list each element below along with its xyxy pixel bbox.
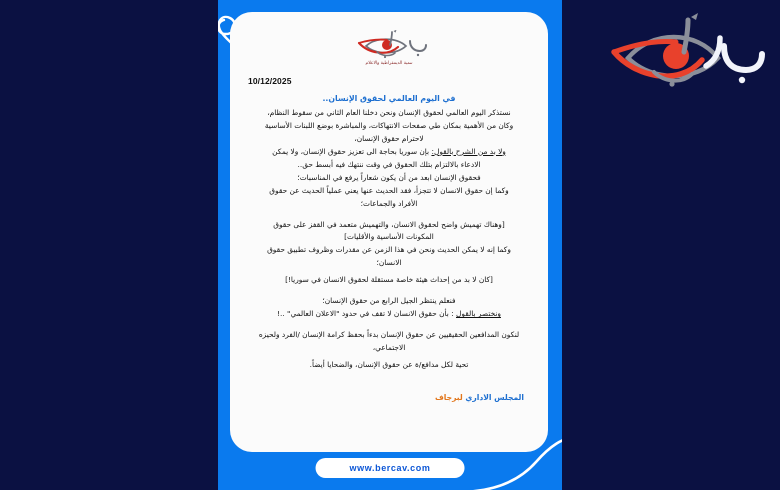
document-signature	[248, 393, 530, 402]
paragraph-line: تحية لكل مدافع/ة عن حقوق الإنسان، والضحايا أيضاً.	[309, 360, 469, 370]
document-body	[248, 93, 530, 371]
document-eye-logo-icon	[350, 30, 428, 60]
social-post-panel	[218, 0, 562, 490]
paragraph-line: وكما إنه لا يمكن الحديث ونحن في هذا الزمن عن مقدرات وظروف تطبيق حقوق	[267, 245, 511, 255]
document-logo	[248, 30, 530, 66]
paragraph-line: [وهناك تهميش واضح لحقوق الانسان، والتهميش متعمد في القفز على حقوق	[273, 219, 505, 229]
paragraph-line: المكونات الأساسية والأقليات]	[344, 232, 434, 242]
paragraph-line: فنعلم ينتظر الجيل الرابع من حقوق الإنسان؛	[322, 296, 456, 306]
paragraph-line: الأفراد والجماعات؛	[360, 198, 418, 208]
paragraph-line: الادعاء بالالتزام بتلك الحقوق في وقت ننتهك فيه أبسط حق..	[297, 159, 481, 169]
paragraph-line: نستذكر اليوم العالمي لحقوق الإنسان ونحن دخلنا العام الثاني من سقوط النظام،	[267, 107, 511, 117]
document-date: 10/12/2025	[248, 76, 292, 86]
paragraph-line: وكما إن حقوق الانسان لا تتجزأ، فقد الحديث عنها يعني عملياً الحديث عن حقوق	[269, 185, 509, 195]
paragraph-line: ونختصر بالقول : بأن حقوق الانسان لا تقف في حدود "الاعلان العالمي" ..!	[277, 309, 501, 319]
underlined-clause: ولا بد من الشرح بالقول:	[431, 146, 506, 156]
paragraph-line: لنكون المدافعين الحقيقيين عن حقوق الإنسان بدءاً بحفظ كرامة الإنسان /الفرد ولحيزه	[258, 330, 520, 340]
signature-accent: لبرجاف	[434, 393, 463, 403]
brand-logo	[592, 8, 768, 96]
underlined-clause: ونختصر بالقول	[456, 309, 501, 319]
paragraph-line: ولا بد من الشرح بالقول: بإن سوريا بحاجة الى تعزيز حقوق الإنسان، ولا يمكن	[272, 146, 506, 156]
document-logo-caption: تنمية الديمقراطية والاعلام	[365, 61, 413, 66]
paragraph-line: الاجتماعي،	[372, 343, 406, 353]
paragraph-line: فحقوق الإنسان ابعد من أن يكون شعاراً يرفع في المناسبات؛	[297, 172, 481, 182]
paragraph-line: الانسان؛	[376, 258, 402, 268]
document-card	[230, 12, 548, 452]
website-url-pill[interactable]: www.bercav.com	[316, 458, 465, 478]
document-title: في اليوم العالمي لحقوق الإنسان..	[322, 94, 456, 103]
signature-prefix: المجلس الاداري	[462, 393, 524, 403]
paragraph-line: [كان لا بد من إحداث هيئة خاصة مستقلة لحقوق الانسان في سوريا!]	[285, 275, 493, 285]
paragraph-line: لاحترام حقوق الإنسان،	[354, 133, 424, 143]
paragraph-line: وكان من الأهمية بمكان طي صفحات الانتهاكات، والمباشرة بوضع اللبنات الأساسية	[264, 120, 514, 130]
